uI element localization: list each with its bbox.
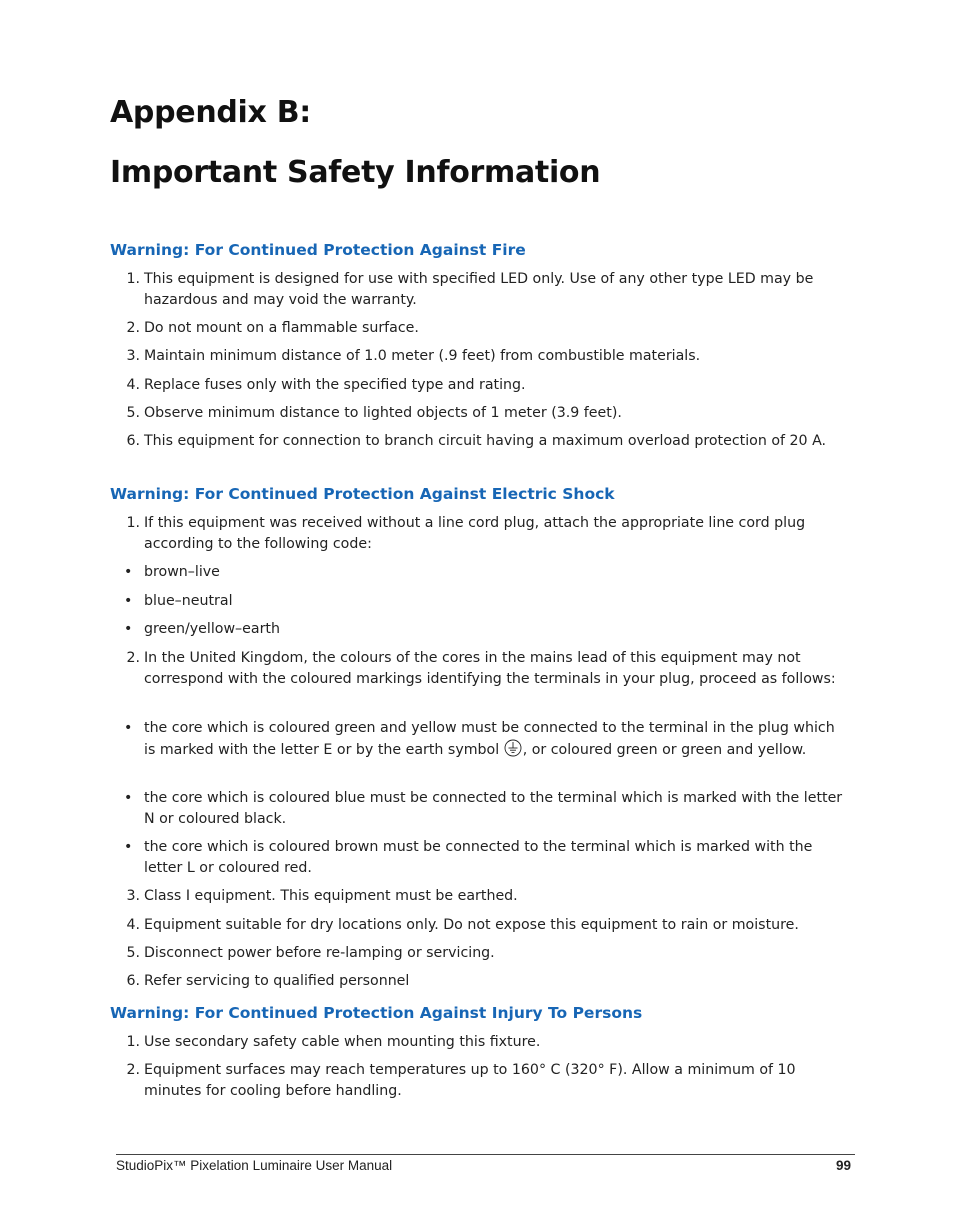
page-number: 99: [835, 1158, 851, 1173]
list-item: [124, 562, 846, 583]
list-item: [126, 1032, 846, 1053]
list-item-text: Use secondary safety cable when mounting this fixture.: [144, 1034, 541, 1050]
section-heading-electric-shock: Warning: For Continued Protection Against Electric Shock: [110, 485, 615, 503]
earth-ground-icon: [504, 739, 522, 757]
list-item-text-before: the core which is coloured green and yellow must be connected to the terminal in the plug which is marked with the letter E or by the earth symbol: [144, 720, 835, 758]
footer-rule: [116, 1154, 855, 1155]
list-item-text: Disconnect power before re-lamping or servicing.: [144, 945, 495, 961]
list-item-text: Equipment surfaces may reach temperatures up to 160° C (320° F). Allow a minimum of 10 minutes for cooling before handling.: [144, 1062, 796, 1099]
list-item: [126, 915, 856, 936]
list-item: [126, 943, 846, 964]
list-marker: 6.: [126, 433, 140, 449]
page-title-line1: Appendix B:: [110, 95, 311, 130]
list-item: [124, 788, 846, 829]
list-item: [124, 718, 846, 760]
list-item: [126, 431, 846, 452]
list-marker: 4.: [126, 917, 140, 933]
list-item-text: brown–live: [144, 564, 220, 580]
list-item: [126, 1060, 846, 1101]
bullet-marker: •: [124, 564, 133, 580]
list-item-text: Maintain minimum distance of 1.0 meter (.9 feet) from combustible materials.: [144, 348, 701, 364]
list-marker: 4.: [126, 377, 140, 393]
list-item-text: In the United Kingdom, the colours of the cores in the mains lead of this equipment may not correspond with the coloured markings identifying the terminals in your plug, proceed as follows:: [144, 650, 836, 687]
list-marker: 3.: [126, 888, 140, 904]
list-item-text-after: , or coloured green or green and yellow.: [522, 741, 807, 758]
list-item: [126, 269, 846, 310]
list-item: [126, 403, 846, 424]
list-item-text: Observe minimum distance to lighted objects of 1 meter (3.9 feet).: [144, 405, 622, 421]
list-item-text: Class I equipment. This equipment must be earthed.: [144, 888, 518, 904]
list-item: [126, 971, 846, 992]
list-item-text: If this equipment was received without a line cord plug, attach the appropriate line cord plug according to the following code:: [144, 515, 806, 552]
list-item-text: the core which is coloured brown must be connected to the terminal which is marked with the letter L or coloured red.: [144, 839, 813, 876]
page-title-line2: Important Safety Information: [110, 155, 601, 190]
list-item-text: green/yellow–earth: [144, 621, 280, 637]
list-marker: 5.: [126, 945, 140, 961]
bullet-marker: •: [124, 790, 133, 806]
list-marker: 1.: [126, 1034, 140, 1050]
list-item-text: Replace fuses only with the specified type and rating.: [144, 377, 526, 393]
footer-manual-title: StudioPix™ Pixelation Luminaire User Manual: [116, 1158, 393, 1173]
list-item: [126, 648, 846, 689]
bullet-marker: •: [124, 621, 133, 637]
list-item-text: the core which is coloured blue must be connected to the terminal which is marked with the letter N or coloured black.: [144, 790, 843, 827]
list-marker: 2.: [126, 1062, 140, 1078]
list-item-text: Equipment suitable for dry locations only. Do not expose this equipment to rain or moisture.: [144, 917, 799, 933]
list-item: [126, 513, 846, 554]
list-item: [126, 318, 846, 339]
list-item: [126, 346, 846, 367]
list-item: [126, 375, 846, 396]
list-item-text: Refer servicing to qualified personnel: [144, 973, 410, 989]
list-marker: 3.: [126, 348, 140, 364]
list-item: [124, 837, 846, 878]
list-item: [126, 886, 846, 907]
list-item-text: This equipment is designed for use with specified LED only. Use of any other type LED may be hazardous and may void the warranty.: [144, 271, 814, 308]
list-item: [124, 619, 846, 640]
list-marker: 2.: [126, 320, 140, 336]
list-item-text: Do not mount on a flammable surface.: [144, 320, 419, 336]
section-heading-injury: Warning: For Continued Protection Against Injury To Persons: [110, 1004, 643, 1022]
section-heading-fire: Warning: For Continued Protection Against Fire: [110, 241, 526, 259]
list-marker: 1.: [126, 515, 140, 531]
bullet-marker: •: [124, 720, 133, 736]
list-marker: 2.: [126, 650, 140, 666]
bullet-marker: •: [124, 593, 133, 609]
list-marker: 5.: [126, 405, 140, 421]
list-item-text: This equipment for connection to branch circuit having a maximum overload protection of 20 A.: [144, 433, 827, 449]
list-item-text: blue–neutral: [144, 593, 233, 609]
list-marker: 6.: [126, 973, 140, 989]
list-marker: 1.: [126, 271, 140, 287]
bullet-marker: •: [124, 839, 133, 855]
list-item: [124, 591, 846, 612]
